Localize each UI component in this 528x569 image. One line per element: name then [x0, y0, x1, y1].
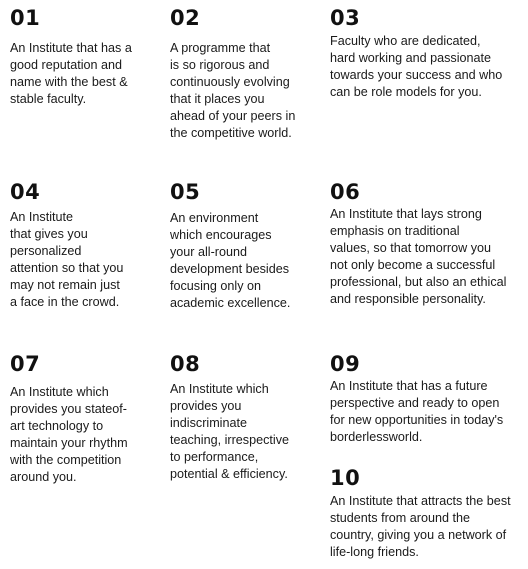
- feature-item-05: [170, 180, 320, 312]
- item-description: An Institute that has a future perspective and ready to open for new opportunities in today's borderlessworld.: [330, 379, 504, 444]
- feature-item-02: [170, 6, 320, 142]
- feature-item-01: [10, 6, 160, 108]
- feature-item-08: [170, 352, 320, 483]
- item-description: An Institute that lays strong emphasis on traditional values, so that tomorrow you not only become a successful professional, but also an ethical and responsible personality.: [330, 207, 507, 306]
- item-number: 01: [10, 6, 41, 30]
- feature-item-06: [330, 180, 526, 308]
- feature-item-09: [330, 352, 526, 446]
- item-number: 10: [330, 466, 361, 490]
- item-description: An Institute that gives you personalized attention so that you may not remain just a face in the crowd.: [10, 210, 124, 309]
- item-number: 07: [10, 352, 41, 376]
- item-number: 03: [330, 6, 361, 30]
- item-number: 02: [170, 6, 201, 30]
- feature-item-10: [330, 466, 526, 561]
- item-description: An environment which encourages your all-round development besides focusing only on academic excellence.: [170, 211, 291, 310]
- feature-item-03: [330, 6, 526, 101]
- item-number: 04: [10, 180, 41, 204]
- item-description: An Institute that has a good reputation and name with the best & stable faculty.: [10, 41, 132, 106]
- item-description: An Institute that attracts the best students from around the country, giving you a network of life-long friends.: [330, 494, 511, 559]
- item-description: An Institute which provides you indiscriminate teaching, irrespective to performance, potential & efficiency.: [170, 382, 290, 481]
- feature-item-04: [10, 180, 160, 311]
- feature-item-07: [10, 352, 160, 486]
- item-number: 09: [330, 352, 361, 376]
- item-description: Faculty who are dedicated, hard working and passionate towards your success and who can be role models for you.: [330, 34, 503, 99]
- item-number: 05: [170, 180, 201, 204]
- item-number: 08: [170, 352, 201, 376]
- item-number: 06: [330, 180, 361, 204]
- item-description: An Institute which provides you stateof- art technology to maintain your rhythm with the competition around you.: [10, 385, 128, 484]
- item-description: A programme that is so rigorous and continuously evolving that it places you ahead of your peers in the competitive world.: [170, 41, 296, 140]
